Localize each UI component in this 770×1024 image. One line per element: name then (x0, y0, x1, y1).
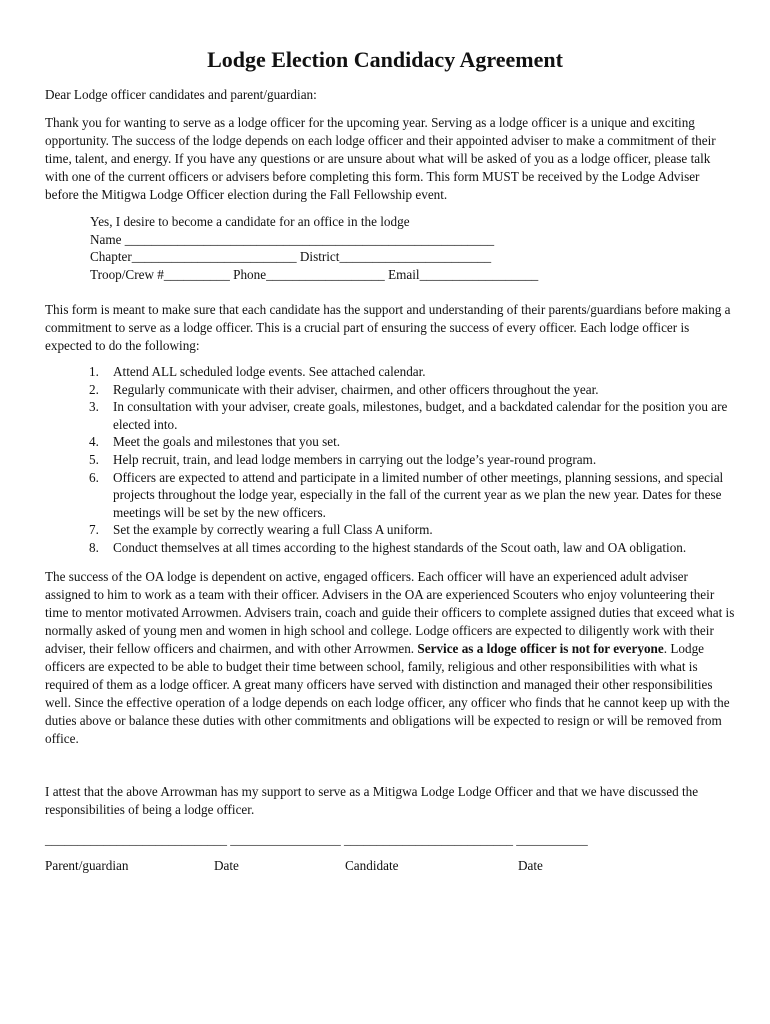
list-item (45, 363, 735, 381)
list-item (45, 539, 735, 557)
success-text-before: The success of the OA lodge is dependent on active, engaged officers. Each officer will have an experienced adult adviser assigned to him to work as a team with their officer. Advisers in the OA are experienced Scouters who enjoy volunteering their time to mentor motivated Arrowmen. Advisers train, coach and guide their officers to complete assigned duties that exceed what is normally asked of young men and women in high school and college. Lodge officers are expected to diligently work with their adviser, their fellow officers and chairmen, and with other Arrowmen. (45, 569, 735, 656)
list-item-text: Conduct themselves at all times according to the highest standards of the Scout oath, law and OA obligation. (113, 539, 687, 555)
list-number: 3. (89, 399, 99, 415)
list-item-text: Regularly communicate with their adviser, chairmen, and other officers throughout the year. (113, 381, 599, 397)
salutation: Dear Lodge officer candidates and parent/guardian: (45, 87, 317, 102)
duties-list (45, 363, 735, 557)
document-title: Lodge Election Candidacy Agreement (207, 47, 563, 72)
list-number: 4. (89, 434, 99, 450)
list-number: 6. (89, 469, 99, 485)
list-item (45, 469, 735, 522)
list-number: 2. (89, 381, 99, 397)
list-number: 7. (89, 522, 99, 538)
candidate-date-label: Date (518, 858, 543, 873)
troop-phone-email-field: Troop/Crew #__________ Phone__________________ Email__________________ (90, 266, 539, 282)
parent-guardian-label: Parent/guardian (45, 858, 129, 873)
list-item-text: Set the example by correctly wearing a full Class A uniform. (113, 522, 433, 538)
candidate-info-fields (90, 213, 538, 283)
signature-lines: ____________________________ _________________ __________________________ ___________ (45, 832, 588, 847)
list-item-text: Meet the goals and milestones that you set. (113, 434, 341, 450)
intro-paragraph: Thank you for wanting to serve as a lodge officer for the upcoming year. Serving as a lodge officer is a unique and exciting opportunity. The success of the lodge depends on each lodge officer and their appointed adviser to make a commitment of their time, talent, and energy. If you have any questions or are unsure about what will be asked of you as a lodge officer, please talk with one of the current officers or advisers before completing this form. This form MUST be received by the Lodge Adviser before the Mitigwa Lodge Officer election during the Fall Fellowship event. (45, 115, 716, 202)
list-item-text: Attend ALL scheduled lodge events. See attached calendar. (113, 364, 426, 379)
purpose-paragraph: This form is meant to make sure that each candidate has the support and understanding of their parents/guardians before making a commitment to serve as a lodge officer. This is a crucial part of ensuring the success of every officer. Each lodge officer is expected to do the following: (45, 302, 731, 353)
chapter-district-field: Chapter_________________________ District_______________________ (90, 249, 492, 264)
success-bold-text: Service as a ldoge officer is not for everyone (417, 641, 664, 656)
list-number: 5. (89, 451, 99, 467)
list-item-text: In consultation with your adviser, create goals, milestones, budget, and a backdated calendar for the position you are elected into. (113, 399, 728, 432)
list-item (45, 433, 735, 451)
success-paragraph (45, 568, 735, 748)
list-number: 8. (89, 539, 99, 555)
name-field: Name ________________________________________________________ (90, 231, 495, 247)
candidate-label: Candidate (345, 858, 399, 873)
parent-date-label: Date (214, 858, 239, 873)
list-item (45, 521, 735, 539)
success-text-after: . Lodge officers are expected to be able to budget their time between school, family, religious and other responsibilities with what is required of them as a lodge officer. A great many officers have served with distinction and managed their other responsibilities well. Since the effective operation of a lodge depends on each lodge officer, any officer who finds that he cannot keep up with the duties above or balance these duties with other commitments and obligations will be expected to resign or will be removed from office. (45, 641, 730, 746)
list-item (45, 398, 735, 433)
list-item (45, 451, 735, 469)
list-item-text: Officers are expected to attend and participate in a limited number of other meetings, planning sessions, and special projects throughout the lodge year, especially in the fall of the current year as we plan the new year. Dates for these meetings will be set by the new officers. (113, 469, 724, 520)
list-item-text: Help recruit, train, and lead lodge members in carrying out the lodge’s year-round program. (113, 451, 597, 467)
candidate-desire-statement: Yes, I desire to become a candidate for an office in the lodge (90, 214, 410, 229)
attest-paragraph: I attest that the above Arrowman has my support to serve as a Mitigwa Lodge Lodge Officer and that we have discussed the responsibilities of being a lodge officer. (45, 784, 699, 817)
list-number: 1. (89, 364, 99, 379)
list-item (45, 381, 735, 399)
